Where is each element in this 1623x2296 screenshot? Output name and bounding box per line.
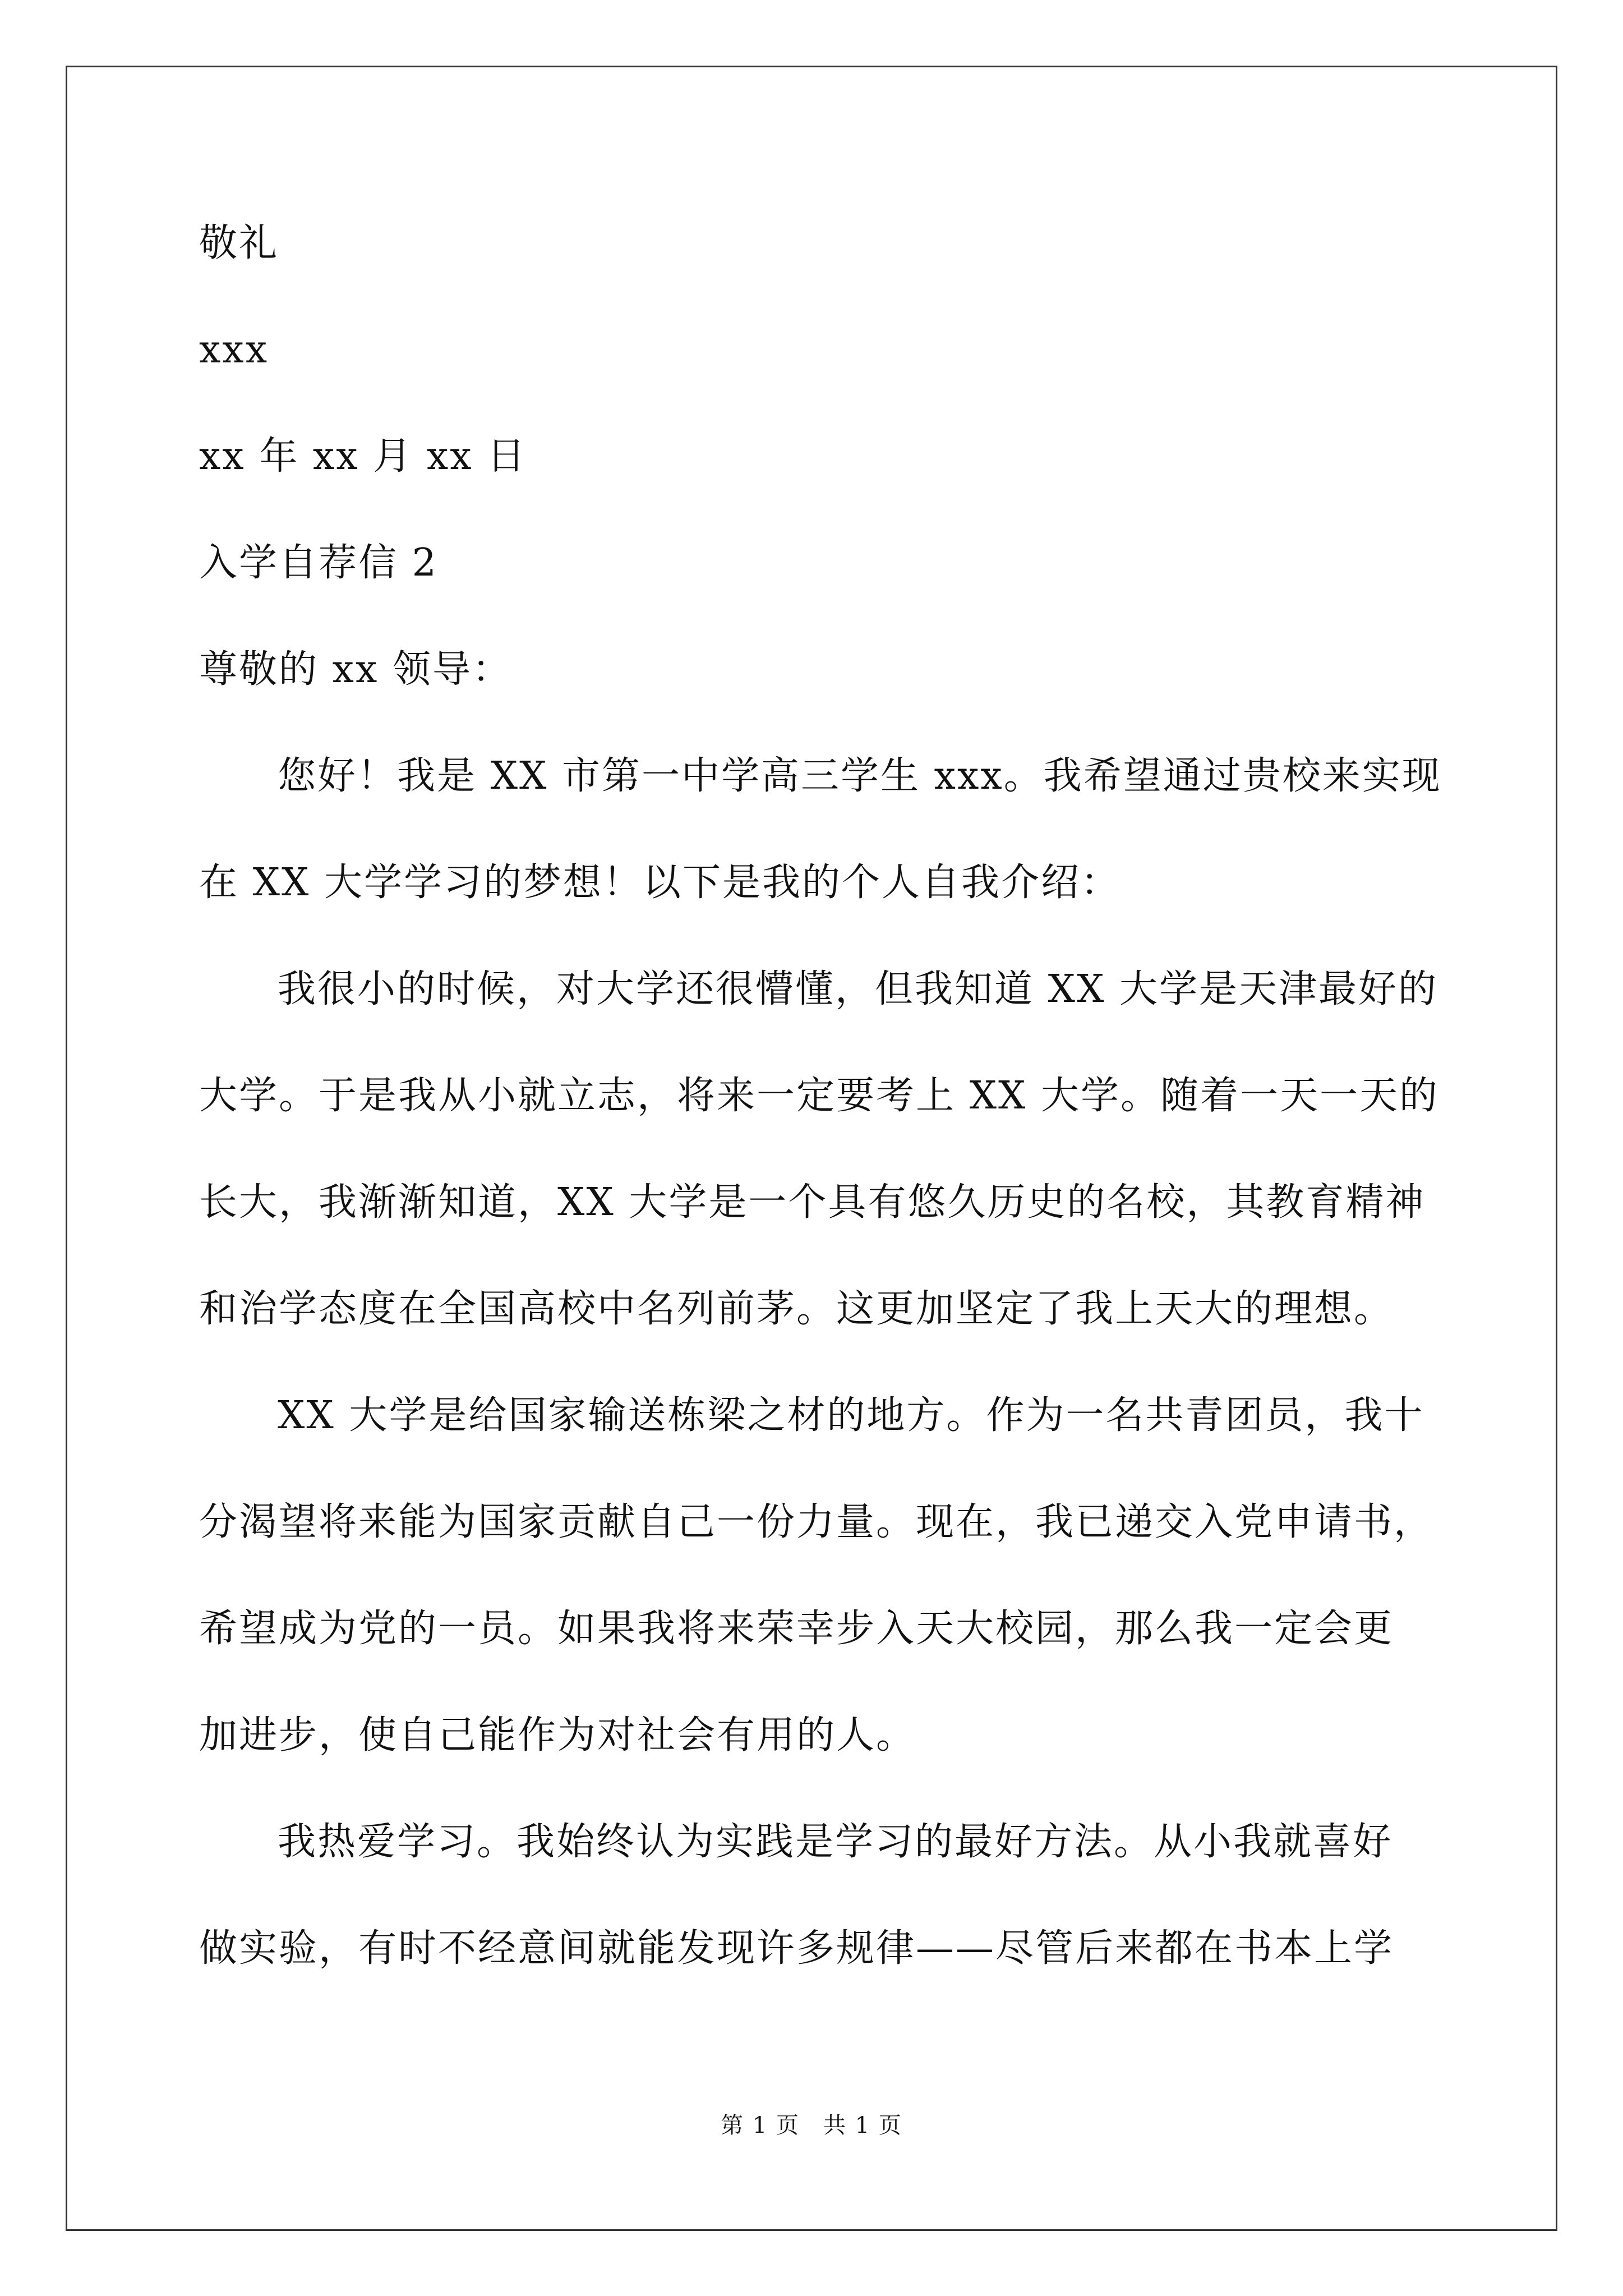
letter-title: 入学自荐信 2: [199, 541, 438, 585]
paragraph-line: 希望成为党的一员。如果我将来荣幸步入天大校园，那么我一定会更: [199, 1607, 1394, 1651]
paragraph-line: 加进步，使自己能作为对社会有用的人。: [199, 1713, 916, 1757]
signature-date: xx 年 xx 月 xx 日: [199, 434, 527, 478]
paragraph-line: XX 大学是给国家输送栋梁之材的地方。作为一名共青团员，我十: [278, 1393, 1424, 1438]
paragraph-line: 大学。于是我从小就立志，将来一定要考上 XX 大学。随着一天一天的: [199, 1074, 1440, 1118]
paragraph-line: 您好！我是 XX 市第一中学高三学生 xxx。我希望通过贵校来实现: [278, 754, 1442, 798]
page-border: [66, 66, 1557, 2231]
paragraph-line: 做实验，有时不经意间就能发现许多规律——尽管后来都在书本上学: [199, 1926, 1394, 1971]
signature-name: xxx: [199, 328, 269, 372]
paragraph-line: 和治学态度在全国高校中名列前茅。这更加坚定了我上天大的理想。: [199, 1287, 1394, 1331]
paragraph-line: 分渴望将来能为国家贡献自己一份力量。现在，我已递交入党申请书，: [199, 1500, 1434, 1544]
paragraph-line: 我很小的时候，对大学还很懵懂，但我知道 XX 大学是天津最好的: [278, 967, 1438, 1011]
paragraph-line: 在 XX 大学学习的梦想！以下是我的个人自我介绍：: [199, 861, 1121, 905]
paragraph-line: 长大，我渐渐知道，XX 大学是一个具有悠久历史的名校，其教育精神: [199, 1180, 1426, 1225]
paragraph-line: 我热爱学习。我始终认为实践是学习的最好方法。从小我就喜好: [278, 1820, 1393, 1864]
greeting: 尊敬的 xx 领导：: [199, 647, 512, 692]
closing-salutation: 敬礼: [199, 221, 279, 265]
page-number-footer: 第 1 页 共 1 页: [721, 2113, 902, 2138]
